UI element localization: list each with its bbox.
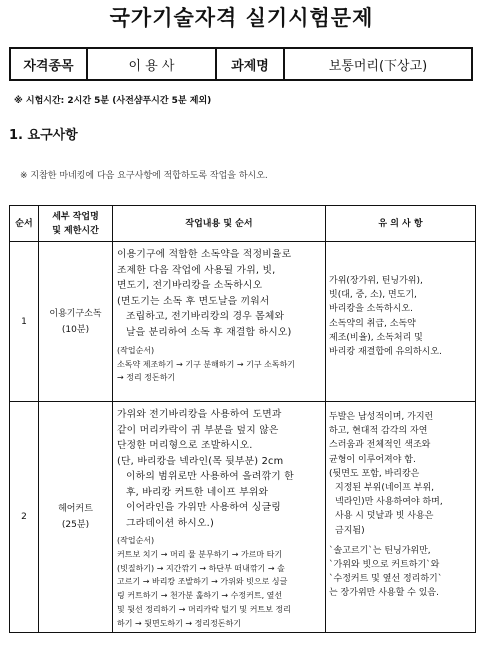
qualification-info-table [9,47,473,81]
table-row [10,402,476,633]
row-content [113,402,326,633]
note-line: 가위(장가위, 틴닝가위), [329,276,423,286]
content-line: 이어라인을 가위만 사용하여 싱글링 [126,502,281,513]
note-line: 균형이 이루어져야 함. [329,454,416,465]
note-line: (뒷면도 포함, 바리캉은 [329,468,420,479]
note-line: 두발은 남성적이며, 가지런 [329,412,434,422]
section-heading: 1. 요구사항 [9,128,78,143]
note-line: 는 장가위만 사용할 수 있음. [329,588,439,599]
procedure-line: 하기 → 뒷면도하기 → 정리정돈하기 [117,618,242,628]
table-header-row [10,206,476,242]
row-order: 2 [10,402,39,633]
procedure-line: 링 커트하기 → 천가분 훑하기 → 수정커트, 옆선 [117,591,283,601]
content-line: (면도기는 소독 후 면도날을 끼워서 [117,295,270,307]
procedure-label: (작업순서) [117,345,155,355]
exam-time-note: ※ 시험시간: 2시간 5분 (사전샴푸시간 5분 제외) [14,96,212,106]
content-line: 조제한 다음 작업에 사용될 가위, 빗, [117,264,276,276]
content-line: 면도기, 전기바리캉을 소독하시오 [117,280,263,292]
procedure-line: → 정리 정돈하기 [117,373,176,383]
note-line: 넥라인)만 사용하여야 하며, [335,497,443,508]
note-line: 제조(비율), 소독처리 및 [329,332,423,343]
content-line: 그라데이션 하시오.) [126,517,214,529]
row-time-limit: (25분) [61,520,90,531]
procedure-line: 소독약 제조하기 → 기구 분해하기 → 기구 소독하기 [117,359,296,369]
table-row [10,242,476,402]
document-title: 국가기술자격 실기시험문제 [109,6,374,30]
header-detail-line1: 세부 작업명 [52,211,99,222]
content-line: (단, 바리캉을 넥라인(목 뒷부분) 2cm [117,455,284,467]
instruction-text: ※ 지참한 마네킹에 다음 요구사항에 적합하도록 작업을 하시오. [20,171,268,181]
row-notes [326,402,476,633]
note-line: 스러움과 전체적인 색조와 [329,440,431,451]
procedure-line: 커트보 치기 → 머리 물 분무하기 → 가르마 타기 [117,550,283,559]
content-lines [117,404,321,531]
task-value: 보통머리(下상고) [284,48,472,80]
header-detail-line2: 및 제한시간 [52,225,99,236]
procedure-line: 및 뒷선 정리하기 → 머리카락 털기 및 커트보 정리 [117,604,291,614]
note-line: 빗(대, 중, 소), 면도기, [329,290,417,301]
row-content [113,242,326,402]
content-line: 날을 분리하여 소독 후 재결합 하시오) [126,326,292,338]
procedure-line: 고르기 → 바리캉 조발하기 → 가위와 빗으로 싱글 [117,577,288,587]
qualification-label: 자격종목 [10,48,87,80]
row-order: 1 [10,242,39,402]
content-line: 같이 머리카락이 귀 부분을 덮지 않은 [117,424,279,436]
note-line: 금지됨) [335,525,365,536]
note-line: 사용 시 덧날과 빗 사용은 [335,511,434,522]
header-order: 순서 [10,206,39,242]
requirements-table [9,205,476,633]
task-label: 과제명 [216,48,284,80]
note-line: 하고, 현대적 감각의 자연 [329,426,428,437]
note-line: 지정된 부위(네이프 부위, [335,483,435,494]
notes-lines [329,244,472,359]
note-line: `수정커트 및 옆선 정리하기` [329,574,443,585]
row-task [39,242,113,402]
note-line: 바리캉 재결합에 유의하시오. [329,347,442,358]
header-notes: 유 의 사 항 [326,206,476,242]
content-line: 이용기구에 적합한 소독약을 적정비율로 [117,249,292,260]
procedure-label: (작업순서) [117,536,155,545]
content-line: 후, 바리캉 커트한 네이프 부위와 [126,486,269,498]
content-line: 가위와 전기바리캉을 사용하여 도면과 [117,409,282,420]
content-line: 이하의 범위로만 사용하여 올려깎기 한 [126,471,294,482]
row-notes [326,242,476,402]
note-line: `가위와 빗으로 커트하기`와 [329,560,440,571]
procedure-line: (빗질하기) → 지간깎기 → 하단부 떠내깎기 → 솔 [117,563,285,573]
content-line: 조립하고, 전기바리캉의 경우 몸체와 [126,311,285,323]
content-lines [117,244,321,341]
header-detail [39,206,113,242]
note-line: 소독약의 취급, 소독약 [329,318,416,329]
row-task [39,402,113,633]
note-line: `솔고르기`는 틴닝가위만, [329,545,431,556]
header-content: 작업내용 및 순서 [113,206,326,242]
qualification-value: 이 용 사 [87,48,216,80]
note-line: 바리캉을 소독하시오. [329,304,413,315]
notes-lines [329,404,472,601]
row-task-name: 헤어커트 [58,504,93,515]
content-line: 단정한 머리형으로 조발하시오. [117,440,253,451]
row-time-limit: (10분) [61,324,90,335]
row-task-name: 이용기구소독 [49,308,102,319]
